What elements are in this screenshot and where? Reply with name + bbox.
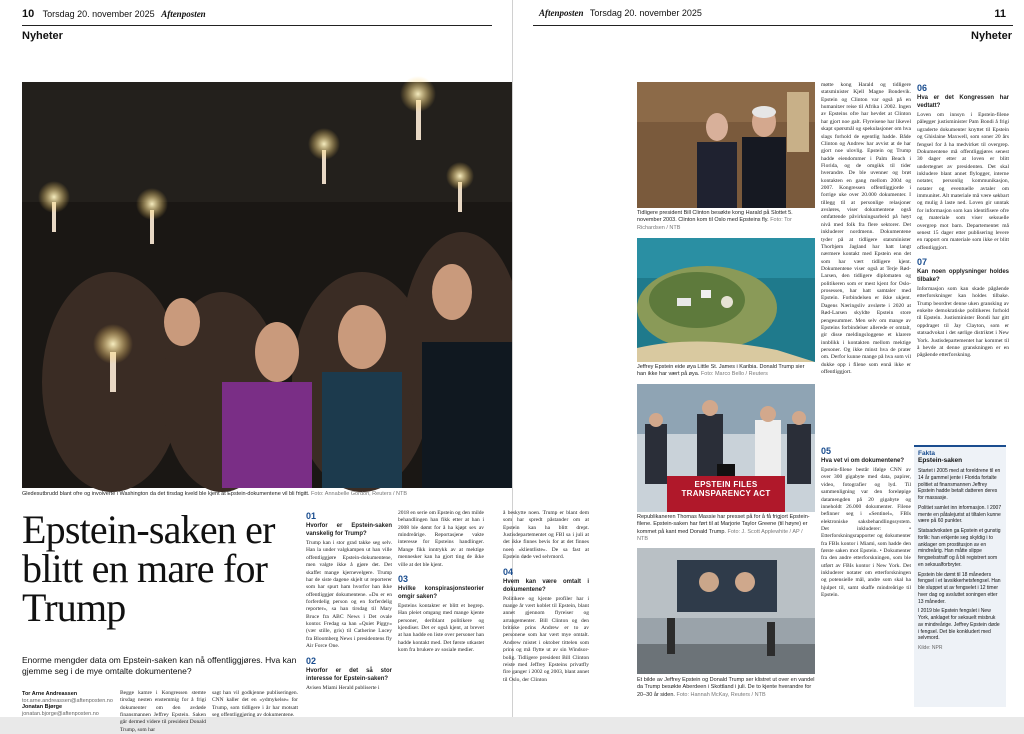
fakta-item: Statsadvokaten ga Epstein et gunstig forlik: han erkjente seg skyldig i to anklager om prostitusjon av en mindreårig. Han måtte slippe fengselsstraff og å bli registrert som en seksualforbryter. (918, 528, 1001, 568)
caption-credit: Foto: J. Scott Applewhite / AP / NTB (637, 528, 803, 543)
caption-credit: Foto: Hannah McKay, Reuters / NTB (676, 691, 766, 698)
poster-line2: TRANSPARENCY ACT (681, 489, 771, 498)
photo-island (637, 238, 815, 362)
poster-line1: EPSTEIN FILES (694, 480, 758, 489)
q04-number: 04 (503, 566, 514, 577)
left-page (0, 0, 512, 733)
caption-credit: Foto: Annabelle Gordon, Reuters / NTB (311, 491, 408, 497)
page-number: 10 (22, 8, 35, 20)
colC-text: å beskytte noen. Trump er blant dem som har spredt påstander om at Epstein kan ha blitt drept. Justisdepartementet og FBI sa i juli at det ikke finnes bevis for at det finnes noen «klientliste». De sa fast at Epstein døde ved selvmord. (503, 510, 589, 561)
qa-column-06-07 (917, 82, 1009, 438)
main-photo (22, 82, 512, 488)
candle-vigil-image (22, 82, 512, 488)
q03-number: 03 (398, 573, 409, 584)
qa-column-c (503, 510, 589, 717)
qa-column-b (398, 510, 484, 717)
caption-text: Gledesutbrudd blant ofre og involverte i Washington da det tirsdag kveld ble kjent at Epstein-dokumentene vil bli frigitt. (22, 491, 310, 497)
photo4-caption (637, 677, 815, 699)
caption-text: Republikaneren Thomas Massie har presset på for å få frigjort Epstein-filene. Epstein-saken har ført til at Marjorie Taylor Greene (til høyre) er kommet på kant med Donald Trump. (637, 514, 810, 535)
clinton-king-image (637, 82, 815, 208)
q06-heading: Hva er det Kongressen har vedtatt? (917, 95, 1009, 110)
header-date: Torsdag 20. november 2025 (589, 8, 702, 18)
publication-logo: Aftenposten (539, 8, 584, 18)
q06-text: Loven om innsyn i Epstein-filene pålegger justisminister Pam Bondi å frigi ugraderte dokumenter knyttet til Epstein og Ghislaine Maxwell, som soner 20 års fengsel for å ha medvirket til overgrep. Dokumentene må offentliggjøres senest 30 dager etter at loven er blitt undertegnet av presidenten. Det skal inkludere blant annet flylogger, interne notater, personlig kommunikasjon, notater og eventuelle avtaler om immunitet. Alt materiale må være søkbart og mulig å laste ned. Loven gir unntak for informasjon som kan identifisere ofre og materiale som viser seksuelle overgrep mot barn. Departementet må senest 15 dager etter publisering levere en rapport om materiale som ikke er blitt offentliggjort. (917, 112, 1009, 251)
caption-text: Jeffrey Epstein eide øya Little St. James i Karibia. Donald Trump sier han ikke har vært på øya. (637, 364, 805, 378)
header-rule (533, 25, 1013, 26)
caption-credit: Foto: Tor Richardsen / NTB (637, 217, 792, 231)
page-header-left (22, 8, 210, 20)
q05-number: 05 (821, 446, 832, 456)
island-aerial-image (637, 238, 815, 362)
fakta-source: Kilde: NPR (918, 645, 943, 651)
ingress: Enorme mengder data om Epstein-saken kan nå offentliggjøres. Hva kan gjemme seg i de mye omtalte dokumentene? (22, 655, 297, 677)
main-photo-caption (22, 491, 492, 498)
byline-email: tor.arne.andreassen@aftenposten.no (22, 698, 113, 705)
body-column-2: sagt han vil godkjenne publiseringen. CNN kaller det en «ydmykelse» for Trump, som tidligere i år har motsatt seg offentliggjøring av dokumentene. (212, 690, 298, 719)
photo3-caption (637, 514, 815, 544)
fakta-label: Fakta (918, 450, 935, 457)
q05-heading: Hva vet vi om dokumentene? (821, 458, 905, 465)
q01-heading: Hvorfor er Epstein-saken vanskelig for Trump? (306, 523, 392, 538)
fakta-item: Politiet samlet inn informasjon. I 2007 mente en påtalejurist at tiltalen kunne være på 60 punkter. (918, 504, 1002, 525)
section-label: Nyheter (22, 30, 63, 42)
q03-text: Epsteins kontakter er blitt et begrep. Han pleiet omgang med mange kjente personer, deriblant politikere og kjendiser. Det er også kjent, at brevet at han hadde en liste over personer han hadde kontakt med. Det første utkastet kom fra brukere av sosiale medier. (398, 602, 484, 654)
q06-number: 06 (917, 83, 928, 93)
q03-heading: Hvilke konspirasjonsteorier omgir saken? (398, 585, 484, 600)
q02-text: Avisen Miami Herald publiserte i (306, 684, 380, 691)
body-column-d: møtte kong Harald og tidligere statsminister Kjell Magne Bondevik. Epstein og Clinton var også på en humanitær reise til Afrika i 2002. Ingen av Epsteins ofre har hevdet at Clinton har gjort noe galt. Flyreisene har likevel skapt spørsmål og spekulasjoner om hva slags forhold de egentlig hadde. Både Clinton og Andrew har avvist at de har gjort noe ulovlig. Epstein og Trump hadde eiendommer i Palm Beach i Florida, og de omgikk til tider hverandre. De ble uvenner og brøt kontakten en gang mellom 2004 og 2007. Kongressen offentliggjorde i forrige uke over 20.000 dokumenter. I tillegg til at personlige relasjoner avsløres, viser dokumentene også omfattende påvirkningsarbeid på høyt nivå med folk fra flere sektorer. Det inkluderer nordmenn. Dokumentene tyder på at tidligere statsminister Thorbjørn Jagland har hatt langt nærmere kontakt med Epstein enn det som har vært tidligere kjent. Dokumentene viser også at Terje Rød-Larsen, den tidligere diplomaten og politikeren som er mest kjent for Oslo-prosessen, har hatt samtaler med Epstein. Forbindelsen er ikke ukjent. Dagens Næringsliv avslørte i 2020 at Rød-Larsen skyldte Epstein store pengesummer. Men selv om mange av Epsteins forbindelser allerede er omtalt, gir disse meldingsloggene et klarere innblikk i kontakten mellom mektige personer. Og ikke minst hva de prater om. Derfor kunne mange på hva som vil dukke opp i filene som ennå ikke er offentliggjort. (821, 82, 911, 376)
q07-number: 07 (917, 256, 928, 267)
caption-credit: Foto: Marco Bello / Reuters (700, 371, 768, 378)
page-number-right (994, 8, 1012, 20)
q02-number: 02 (306, 655, 317, 666)
photo-clinton-king (637, 82, 815, 208)
photo2-caption (637, 364, 815, 379)
section-label: Nyheter (971, 30, 1012, 42)
body-column-1: Begge kamre i Kongressen stemte tirsdag nesten enstemmig for å frigi dokumenter om den avdøde finansmannen Jeffrey Epstein. Saken går dermed videre til president Donald Trump, som har (120, 690, 206, 733)
byline-name: Tor Arne Andreassen (22, 691, 78, 697)
caption-text: Et bilde av Jeffrey Epstein og Donald Trump ser klistret ut over en vandel da Trump besøkte Aberdeen i Skottland i juli. De to kjente hverandre for 20–30 år siden. (637, 677, 815, 698)
fakta-box (914, 445, 1006, 707)
qa-column-05 (821, 445, 911, 707)
epstein-files-poster (667, 476, 785, 512)
q01-text: Trump kan i stor grad takke seg selv. Han la under valgkampen ut han ville offentliggjøre Epstein-dokumentene, men valgte ikke å gjøre det. Det skaffet mange kjernevelgere. Trump har de siste dagene skjelt ut reporterer som har spurt ham hvorfor han ikke offentliggjør dokumentene. «Du er en forferdelig person og en forferdelig reporter», sa han tirsdag til Mary Bruce fra ABC News i Det ovale kontor. Fredag sa han «Quiet Piggy» (vær stille, gris) til Catherine Lucey fra Bloomberg News i presidentens fly Air Force One. (306, 540, 392, 650)
header-rule (22, 25, 492, 26)
headline: Epstein-saken er blitt en mare for Trump (22, 507, 275, 631)
q04-text: Politikere og kjente profiler har i mange år vært koblet til Epstein, blant annet gjennom flyreiser og arrangementer. Bill Clinton og den britiske prins Andrew er to av personene som har vært mye omtalt. Andrew mistet i oktober tittelen som prins og må flytte ut av sin Windsor-bolig. Tidligere president Bill Clinton reiste med Jeffrey Epsteins privatfly fire ganger i 2002 og 2003, blant annet til Oslo, der Clinton (503, 595, 589, 683)
byline-name: Jonatan Bjørge (22, 704, 63, 710)
qa-column-a (306, 510, 392, 717)
byline-2 (22, 704, 112, 719)
byline-email: jonatan.bjorge@aftenposten.no (22, 711, 99, 718)
fakta-item: Epstein ble dømt til 18 måneders fengsel i et lavsikkerhetsfengsel. Han ble sluppet ut av fengselet i 12 timer hver dag og avsluttet soningen etter 13 måneder. (918, 571, 1001, 605)
q07-heading: Kan noen opplysninger holdes tilbake? (917, 268, 1009, 284)
q01-number: 01 (306, 511, 317, 521)
photo-press-conference (637, 384, 815, 512)
fakta-item: Startet i 2005 med at foreldrene til en 14 år gammel jente i Florida fortalte politiet at finansmannen Jeffrey Epstein hadde betalt datteren deres for massasje. (918, 468, 1001, 501)
projection-street-image (637, 548, 815, 674)
photo1-caption (637, 210, 815, 232)
colB-text: 2018 en serie om Epstein og den milde behandlingen han fikk etter at han i 2008 ble dømt for å ha kjøpt sex av mindreårige. Reportasjene vakte interesse for Epsteins handlinger. Mange fikk inntrykk av at mektige mennesker kan ha gjort ting de ikke ville at det ble kjent. (398, 510, 484, 568)
header-date: Torsdag 20. november 2025 (42, 9, 155, 19)
caption-text: Tidligere president Bill Clinton besøkte kong Harald på Slottet 5. november 2003. Clinton kom til Oslo med Epsteins fly. (637, 210, 793, 224)
fakta-title: Epstein-saken (918, 457, 963, 464)
page-number: 11 (994, 8, 1006, 20)
publication-logo: Aftenposten (161, 9, 206, 19)
page-header-right (535, 8, 702, 18)
q07-text: Informasjon som kan skade pågående etterforskninger kan holdes tilbake. Trump beordret denne uken gransking av enkelte demokratiske politikeres forhold til Epstein. Justisminister Bondi har gitt oppdraget til Jay Clayton, som er statsadvokat i det sørlige distriktet i New York. Justisdepartementet har kommet til å hevde at denne granskningen er en pågående etterforskning. (917, 286, 1009, 359)
q05-text: Epstein-filene består ifølge CNN av over 300 gigabyte med data, papirer, video, fotografier og lyd. Til sammenligning var den foreløpige datamengden på 20 gigabyte og inneholdt 26.000 dokumenter. Filene befinner seg i «Sentinel», FBIs elektroniske saksbehandlingssystem. Det inkluderer: • Etterforskningsrapporter og dokumenter fra FBIs kontor i Miami, som hadde den første saken mot Epstein. • Dokumenter fra den andre etterforskningen, som ble utført av FBIs kontor i New York. Det inkluderer notater om etterforskningen og potensielle mål, andre som skal ha hjulpet til, samt skaffe mindreårige til Epstein. (821, 467, 911, 599)
fakta-item: I 2019 ble Epstein fengslet i New York, anklaget for seksuelt misbruk av mindreårige. Jeffrey Epstein døde i fengsel. Det ble konkludert med selvmord. (918, 608, 1000, 642)
q04-heading: Hvem kan være omtalt i dokumentene? (503, 578, 589, 593)
photo-projection (637, 548, 815, 674)
q02-heading: Hvorfor er det så stor interesse for Epstein-saken? (306, 667, 392, 682)
